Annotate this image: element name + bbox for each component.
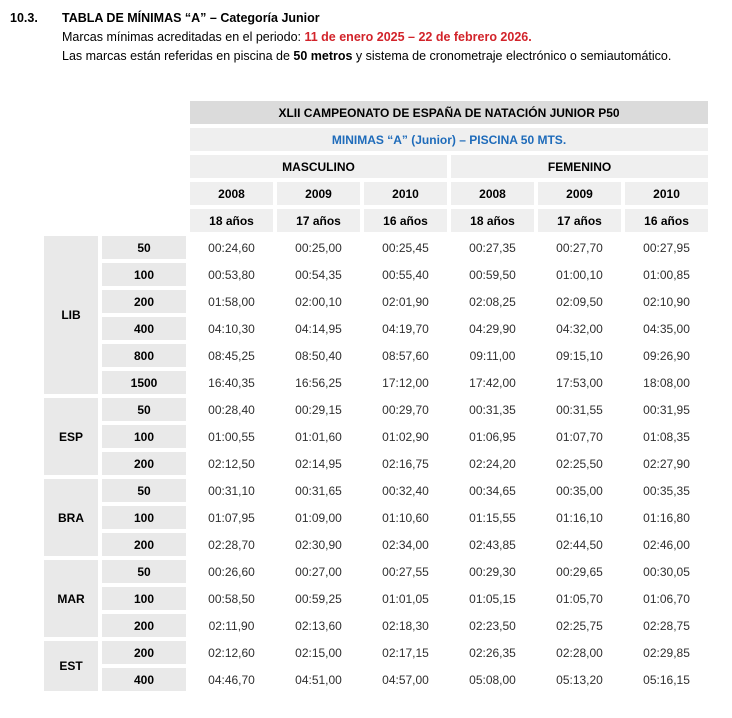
distance-label: 200 <box>100 612 188 639</box>
time-cell: 02:11,90 <box>188 612 275 639</box>
page-title: TABLA DE MÍNIMAS “A” – Categoría Junior <box>62 11 320 25</box>
table-row <box>42 450 710 477</box>
intro-pool-suffix: y sistema de cronometraje electrónico o semiautomático. <box>352 49 672 63</box>
time-cell: 04:10,30 <box>188 315 275 342</box>
time-cell: 01:07,70 <box>536 423 623 450</box>
time-cell: 02:08,25 <box>449 288 536 315</box>
time-cell: 16:40,35 <box>188 369 275 396</box>
time-cell: 00:31,65 <box>275 477 362 504</box>
table-row <box>42 288 710 315</box>
distance-label: 200 <box>100 450 188 477</box>
year-header: 2010 <box>362 180 449 207</box>
time-cell: 00:53,80 <box>188 261 275 288</box>
time-cell: 00:27,70 <box>536 234 623 261</box>
time-cell: 08:57,60 <box>362 342 449 369</box>
time-cell: 18:08,00 <box>623 369 710 396</box>
time-cell: 00:29,15 <box>275 396 362 423</box>
time-cell: 05:16,15 <box>623 666 710 693</box>
time-cell: 00:31,10 <box>188 477 275 504</box>
time-cell: 00:31,95 <box>623 396 710 423</box>
time-cell: 01:07,95 <box>188 504 275 531</box>
minimums-table-body <box>42 234 710 693</box>
time-cell: 02:17,15 <box>362 639 449 666</box>
time-cell: 02:12,50 <box>188 450 275 477</box>
time-cell: 04:19,70 <box>362 315 449 342</box>
time-cell: 09:11,00 <box>449 342 536 369</box>
time-cell: 01:01,60 <box>275 423 362 450</box>
time-cell: 00:34,65 <box>449 477 536 504</box>
time-cell: 00:30,05 <box>623 558 710 585</box>
time-cell: 02:23,50 <box>449 612 536 639</box>
table-row <box>42 639 710 666</box>
distance-label: 200 <box>100 288 188 315</box>
time-cell: 05:13,20 <box>536 666 623 693</box>
time-cell: 00:31,55 <box>536 396 623 423</box>
time-cell: 02:12,60 <box>188 639 275 666</box>
section-number: 10.3. <box>10 11 38 25</box>
time-cell: 02:15,00 <box>275 639 362 666</box>
time-cell: 04:29,90 <box>449 315 536 342</box>
time-cell: 01:09,00 <box>275 504 362 531</box>
year-header: 2009 <box>536 180 623 207</box>
time-cell: 02:44,50 <box>536 531 623 558</box>
time-cell: 02:13,60 <box>275 612 362 639</box>
time-cell: 17:53,00 <box>536 369 623 396</box>
distance-label: 100 <box>100 261 188 288</box>
time-cell: 04:57,00 <box>362 666 449 693</box>
distance-label: 50 <box>100 396 188 423</box>
time-cell: 02:46,00 <box>623 531 710 558</box>
year-header: 2009 <box>275 180 362 207</box>
time-cell: 17:42,00 <box>449 369 536 396</box>
time-cell: 01:00,55 <box>188 423 275 450</box>
time-cell: 02:25,50 <box>536 450 623 477</box>
time-cell: 02:27,90 <box>623 450 710 477</box>
time-cell: 00:27,00 <box>275 558 362 585</box>
table-row <box>42 342 710 369</box>
distance-label: 100 <box>100 504 188 531</box>
time-cell: 00:28,40 <box>188 396 275 423</box>
group-header-masculino: MASCULINO <box>188 153 449 180</box>
table-row <box>42 369 710 396</box>
time-cell: 02:24,20 <box>449 450 536 477</box>
time-cell: 02:26,35 <box>449 639 536 666</box>
time-cell: 00:54,35 <box>275 261 362 288</box>
year-header: 2008 <box>449 180 536 207</box>
year-header: 2010 <box>623 180 710 207</box>
table-row <box>42 423 710 450</box>
distance-label: 50 <box>100 477 188 504</box>
stroke-label: EST <box>42 639 100 693</box>
age-header: 16 años <box>362 207 449 234</box>
time-cell: 04:35,00 <box>623 315 710 342</box>
time-cell: 04:32,00 <box>536 315 623 342</box>
time-cell: 01:00,10 <box>536 261 623 288</box>
table-subtitle: MINIMAS “A” (Junior) – PISCINA 50 MTS. <box>188 126 710 153</box>
time-cell: 02:28,75 <box>623 612 710 639</box>
time-cell: 02:34,00 <box>362 531 449 558</box>
time-cell: 00:59,25 <box>275 585 362 612</box>
time-cell: 02:28,70 <box>188 531 275 558</box>
time-cell: 02:14,95 <box>275 450 362 477</box>
time-cell: 00:29,65 <box>536 558 623 585</box>
table-row <box>42 477 710 504</box>
intro-period-line <box>10 28 732 47</box>
table-row <box>42 234 710 261</box>
distance-label: 50 <box>100 234 188 261</box>
time-cell: 01:05,70 <box>536 585 623 612</box>
minimums-table <box>42 99 710 693</box>
header-spacer <box>42 99 188 234</box>
table-row <box>42 666 710 693</box>
time-cell: 04:14,95 <box>275 315 362 342</box>
time-cell: 01:16,10 <box>536 504 623 531</box>
group-header-femenino: FEMENINO <box>449 153 710 180</box>
time-cell: 16:56,25 <box>275 369 362 396</box>
distance-label: 800 <box>100 342 188 369</box>
time-cell: 01:58,00 <box>188 288 275 315</box>
time-cell: 00:35,35 <box>623 477 710 504</box>
time-cell: 02:43,85 <box>449 531 536 558</box>
intro-pool-line <box>10 47 732 66</box>
time-cell: 01:06,95 <box>449 423 536 450</box>
time-cell: 00:27,95 <box>623 234 710 261</box>
time-cell: 01:16,80 <box>623 504 710 531</box>
time-cell: 01:02,90 <box>362 423 449 450</box>
table-title-row <box>42 99 710 126</box>
time-cell: 02:28,00 <box>536 639 623 666</box>
distance-label: 200 <box>100 639 188 666</box>
time-cell: 01:10,60 <box>362 504 449 531</box>
intro-pool-prefix: Las marcas están referidas en piscina de <box>62 49 294 63</box>
time-cell: 04:51,00 <box>275 666 362 693</box>
time-cell: 00:24,60 <box>188 234 275 261</box>
time-cell: 05:08,00 <box>449 666 536 693</box>
time-cell: 01:01,05 <box>362 585 449 612</box>
pool-size: 50 metros <box>293 49 353 63</box>
time-cell: 00:25,45 <box>362 234 449 261</box>
age-header: 17 años <box>536 207 623 234</box>
table-row <box>42 531 710 558</box>
stroke-label: BRA <box>42 477 100 558</box>
time-cell: 00:26,60 <box>188 558 275 585</box>
distance-label: 400 <box>100 666 188 693</box>
table-title: XLII CAMPEONATO DE ESPAÑA DE NATACIÓN JUNIOR P50 <box>188 99 710 126</box>
time-cell: 08:50,40 <box>275 342 362 369</box>
time-cell: 02:01,90 <box>362 288 449 315</box>
minimums-table-head <box>42 99 710 234</box>
table-row <box>42 585 710 612</box>
age-header: 17 años <box>275 207 362 234</box>
table-row <box>42 558 710 585</box>
time-cell: 02:16,75 <box>362 450 449 477</box>
time-cell: 02:09,50 <box>536 288 623 315</box>
time-cell: 00:25,00 <box>275 234 362 261</box>
time-cell: 02:00,10 <box>275 288 362 315</box>
time-cell: 00:58,50 <box>188 585 275 612</box>
time-cell: 00:29,70 <box>362 396 449 423</box>
table-row <box>42 612 710 639</box>
time-cell: 00:35,00 <box>536 477 623 504</box>
time-cell: 04:46,70 <box>188 666 275 693</box>
time-cell: 02:25,75 <box>536 612 623 639</box>
time-cell: 09:26,90 <box>623 342 710 369</box>
time-cell: 08:45,25 <box>188 342 275 369</box>
table-row <box>42 261 710 288</box>
age-header: 18 años <box>449 207 536 234</box>
distance-label: 50 <box>100 558 188 585</box>
distance-label: 200 <box>100 531 188 558</box>
table-row <box>42 504 710 531</box>
time-cell: 00:55,40 <box>362 261 449 288</box>
time-cell: 02:30,90 <box>275 531 362 558</box>
age-header: 18 años <box>188 207 275 234</box>
table-row <box>42 315 710 342</box>
period-dates: 11 de enero 2025 – 22 de febrero 2026. <box>304 30 532 44</box>
time-cell: 01:08,35 <box>623 423 710 450</box>
time-cell: 09:15,10 <box>536 342 623 369</box>
time-cell: 00:27,55 <box>362 558 449 585</box>
stroke-label: ESP <box>42 396 100 477</box>
distance-label: 1500 <box>100 369 188 396</box>
distance-label: 100 <box>100 423 188 450</box>
distance-label: 400 <box>100 315 188 342</box>
time-cell: 02:10,90 <box>623 288 710 315</box>
time-cell: 00:32,40 <box>362 477 449 504</box>
time-cell: 00:31,35 <box>449 396 536 423</box>
intro-period-prefix: Marcas mínimas acreditadas en el periodo: <box>62 30 305 44</box>
stroke-label: MAR <box>42 558 100 639</box>
time-cell: 01:00,85 <box>623 261 710 288</box>
time-cell: 00:27,35 <box>449 234 536 261</box>
time-cell: 02:18,30 <box>362 612 449 639</box>
time-cell: 01:05,15 <box>449 585 536 612</box>
table-row <box>42 396 710 423</box>
stroke-label: LIB <box>42 234 100 396</box>
time-cell: 00:29,30 <box>449 558 536 585</box>
age-header: 16 años <box>623 207 710 234</box>
time-cell: 17:12,00 <box>362 369 449 396</box>
time-cell: 01:06,70 <box>623 585 710 612</box>
section-heading <box>10 9 732 28</box>
time-cell: 00:59,50 <box>449 261 536 288</box>
distance-label: 100 <box>100 585 188 612</box>
time-cell: 02:29,85 <box>623 639 710 666</box>
time-cell: 01:15,55 <box>449 504 536 531</box>
year-header: 2008 <box>188 180 275 207</box>
